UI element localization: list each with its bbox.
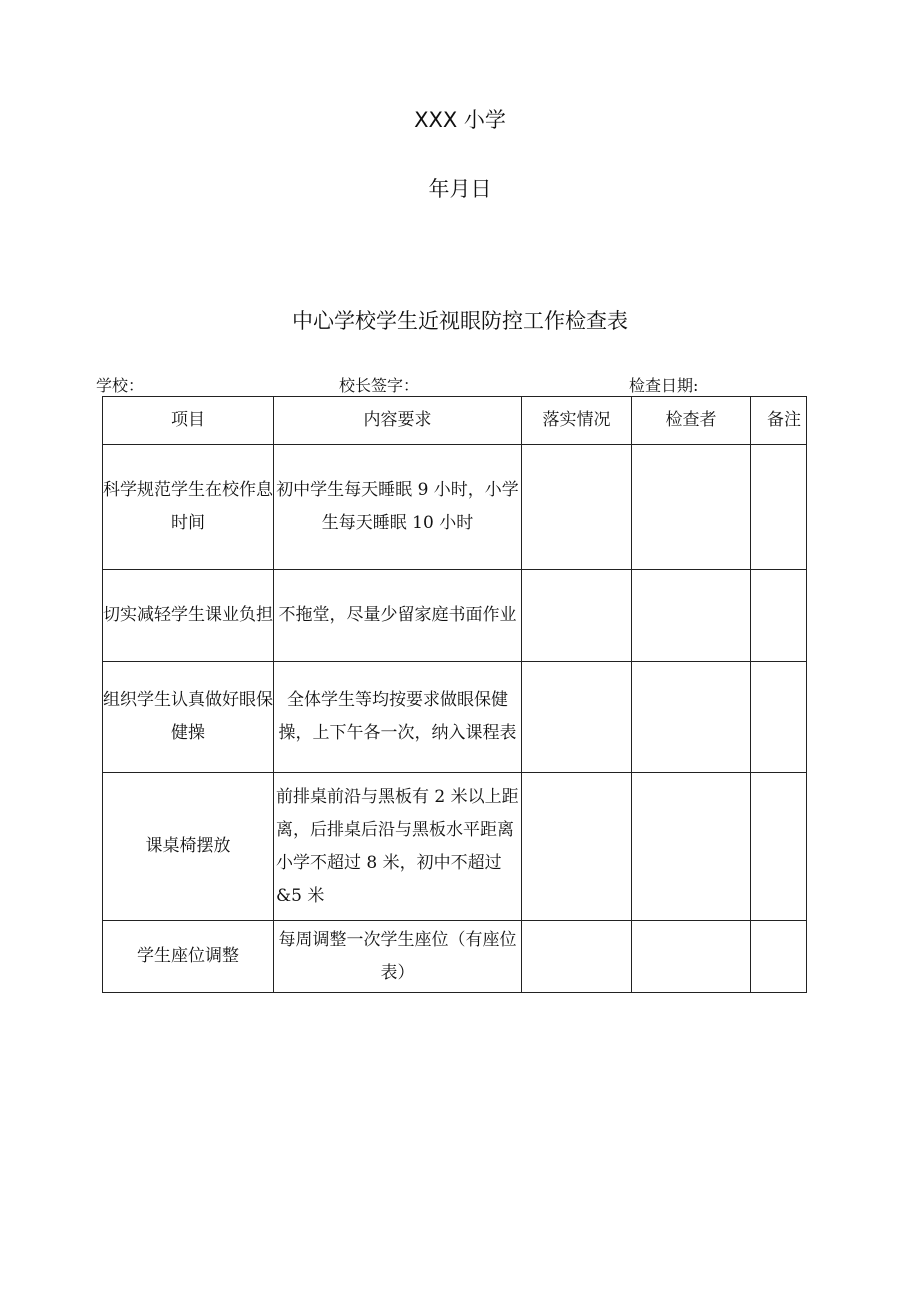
inspector-cell bbox=[632, 445, 751, 570]
item-cell: 课桌椅摆放 bbox=[103, 773, 274, 921]
table-row bbox=[103, 445, 807, 570]
column-header-implementation: 落实情况 bbox=[522, 397, 632, 445]
table-row bbox=[103, 773, 807, 921]
item-cell: 组织学生认真做好眼保健操 bbox=[103, 662, 274, 773]
item-cell: 科学规范学生在校作息时间 bbox=[103, 445, 274, 570]
item-cell: 切实减轻学生课业负担 bbox=[103, 570, 274, 662]
requirement-cell: 初中学生每天睡眠 9 小时，小学生每天睡眠 10 小时 bbox=[274, 445, 522, 570]
remarks-cell bbox=[751, 921, 807, 993]
column-header-inspector: 检查者 bbox=[632, 397, 751, 445]
date-line: 年月日 bbox=[428, 177, 492, 201]
inspector-cell bbox=[632, 570, 751, 662]
implementation-cell bbox=[522, 662, 632, 773]
implementation-cell bbox=[522, 921, 632, 993]
implementation-cell bbox=[522, 445, 632, 570]
remarks-cell bbox=[751, 773, 807, 921]
school-name: XXX 小学 bbox=[414, 108, 506, 132]
inspector-cell bbox=[632, 921, 751, 993]
table-header-row bbox=[103, 397, 807, 445]
remarks-cell bbox=[751, 662, 807, 773]
inspection-date-label: 检查日期: bbox=[629, 376, 699, 395]
inspection-table bbox=[102, 396, 807, 993]
requirement-cell: 全体学生等均按要求做眼保健操，上下午各一次，纳入课程表 bbox=[274, 662, 522, 773]
implementation-cell bbox=[522, 570, 632, 662]
column-header-requirement: 内容要求 bbox=[274, 397, 522, 445]
remarks-cell bbox=[751, 570, 807, 662]
requirement-cell: 前排桌前沿与黑板有 2 米以上距离，后排桌后沿与黑板水平距离小学不超过 8 米，初中不超过&5 米 bbox=[274, 773, 522, 921]
form-title: 中心学校学生近视眼防控工作检查表 bbox=[292, 309, 628, 333]
implementation-cell bbox=[522, 773, 632, 921]
school-label: 学校： bbox=[96, 376, 145, 395]
inspector-cell bbox=[632, 662, 751, 773]
requirement-cell: 每周调整一次学生座位（有座位表） bbox=[274, 921, 522, 993]
requirement-cell: 不拖堂，尽量少留家庭书面作业 bbox=[274, 570, 522, 662]
inspector-cell bbox=[632, 773, 751, 921]
table-row bbox=[103, 662, 807, 773]
table-row bbox=[103, 921, 807, 993]
table-row bbox=[103, 570, 807, 662]
column-header-remarks: 备注 bbox=[751, 397, 807, 445]
principal-signature-label: 校长签字： bbox=[339, 376, 420, 395]
column-header-item: 项目 bbox=[103, 397, 274, 445]
item-cell: 学生座位调整 bbox=[103, 921, 274, 993]
remarks-cell bbox=[751, 445, 807, 570]
